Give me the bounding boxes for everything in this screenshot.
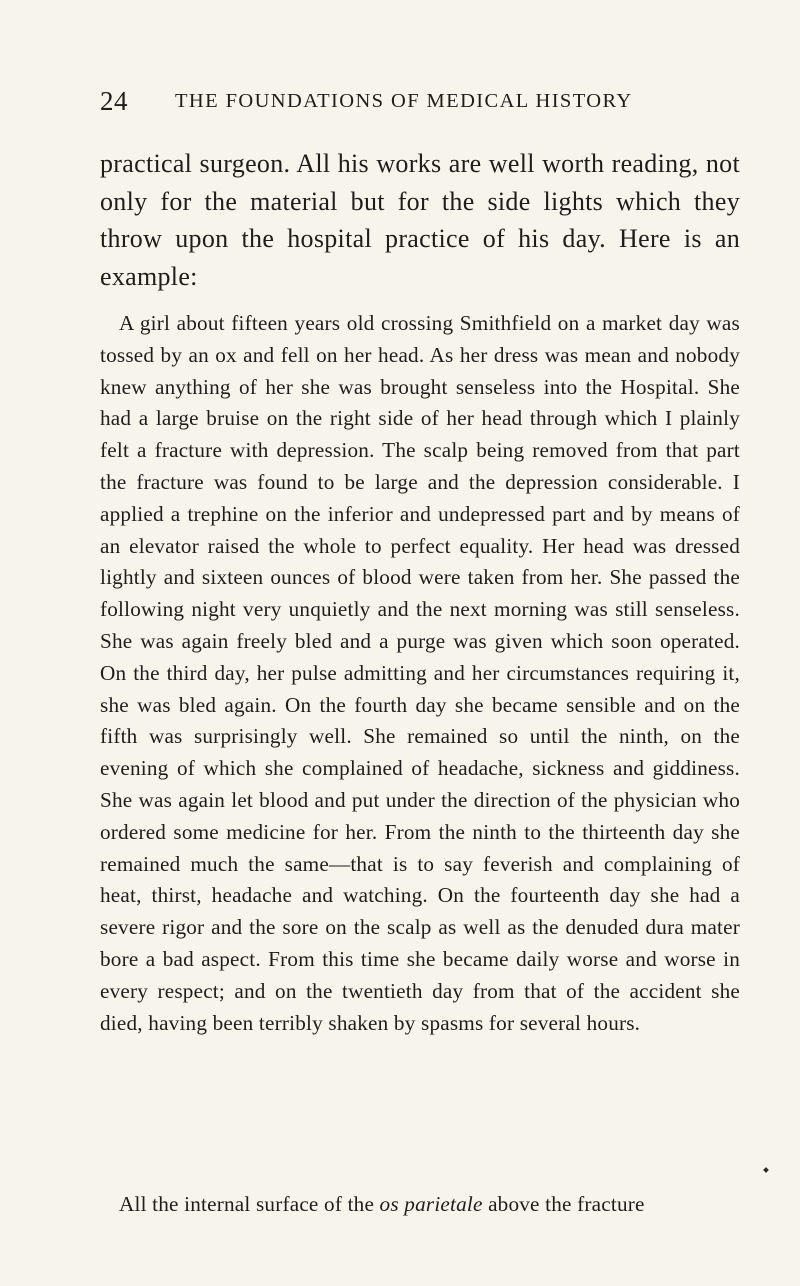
continuation-suffix: above the fracture — [482, 1192, 645, 1216]
page-number: 24 — [100, 86, 128, 116]
quoted-case-paragraph: A girl about fifteen years old crossing Smithfield on a market day was tossed by an ox and fell on her head. As her dress was mean and nobody knew anything of her she was brought senseless into the Hospital. She had a large bruise on the right side of her head through which I plainly felt a fracture with depression. The scalp being removed from that part the fracture was found to be large and the depression considerable. I applied a trephine on the inferior and undepressed part and by means of an elevator raised the whole to perfect equality. Her head was dressed lightly and sixteen ounces of blood were taken from her. She passed the following night very unquietly and the next morning was still senseless. She was again freely bled and a purge was given which soon operated. On the third day, her pulse admitting and her circumstances requiring it, she was bled again. On the fourth day she became sensible and on the fifth was surprisingly well. She remained so until the ninth, on the evening of which she complained of headache, sickness and giddiness. She was again let blood and put under the direction of the physician who ordered some medicine for her. From the ninth to the thirteenth day she remained much the same—that is to say feverish and complaining of heat, thirst, headache and watching. On the fourteenth day she had a severe rigor and the sore on the scalp as well as the denuded dura mater bore a bad aspect. From this time she became daily worse and worse in every respect; and on the twentieth day from that of the accident she died, having been terribly shaken by spasms for several hours. — [100, 311, 740, 1035]
intro-paragraph: practical surgeon. All his works are well worth reading, not only for the material but for the side lights which they throw upon the hospital practice of his day. Here is an example: — [100, 149, 740, 291]
running-head — [100, 86, 660, 122]
margin-mark — [763, 1167, 769, 1173]
italic-term: os parietale — [379, 1192, 483, 1216]
continuation-prefix: All the internal surface of the — [119, 1192, 380, 1216]
running-title: THE FOUNDATIONS OF MEDICAL HISTORY — [175, 90, 633, 112]
continuation-paragraph — [100, 1189, 740, 1221]
